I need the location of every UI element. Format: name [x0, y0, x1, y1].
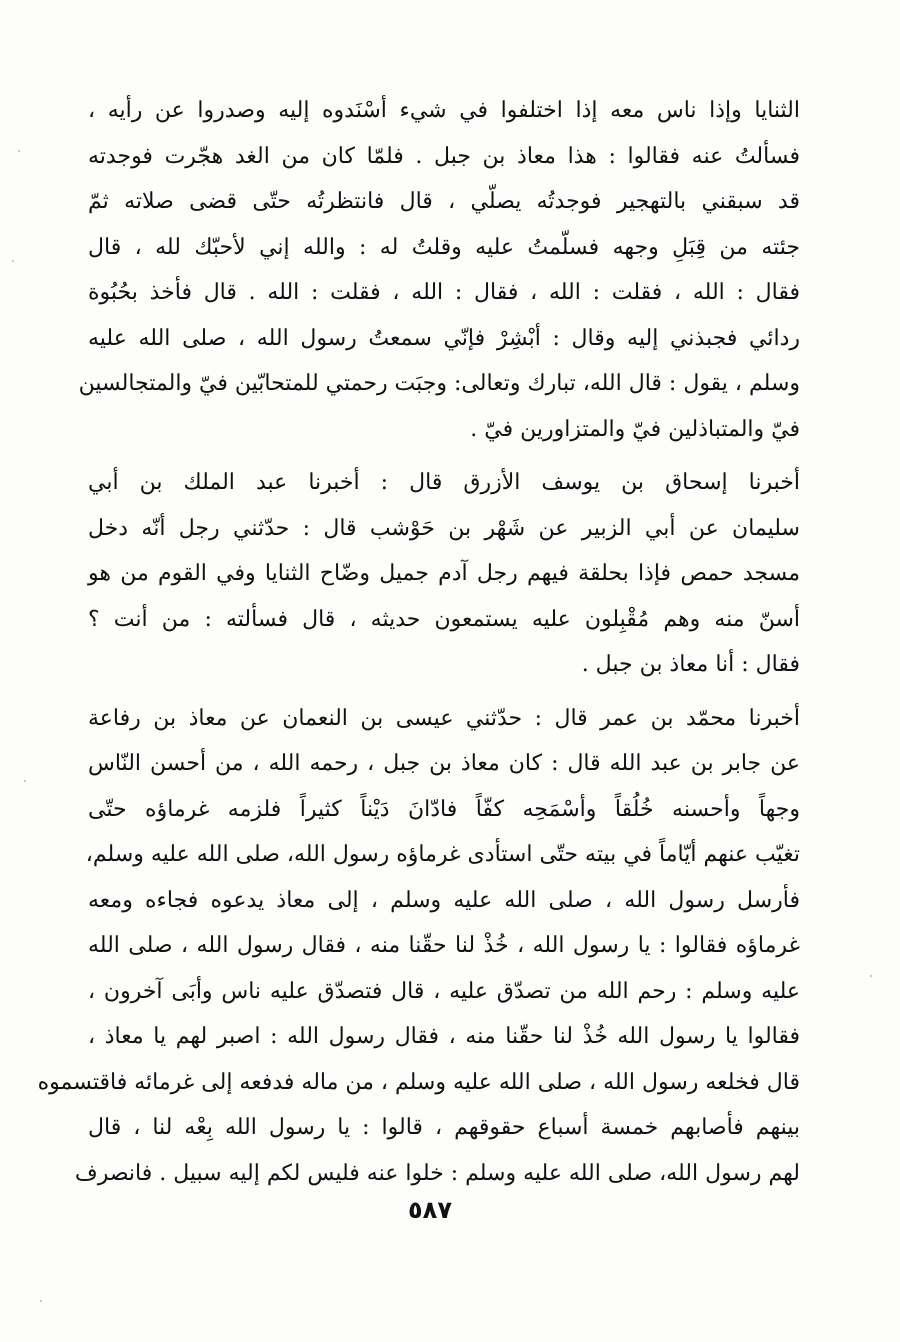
- scan-speck: [24, 780, 26, 782]
- paragraph-3: [37, 696, 801, 1197]
- text-line: وجهاً وأحسنه خُلُقاً وأسْمَحِه كفّاً فادّانَ دَيْناً كثيراً فلزمه غرماؤه حتّى: [88, 796, 800, 822]
- text-line: فسألتُ عنه فقالوا : هذا معاذ بن جبل . فلمّا كان من الغد هجّرت فوجدته: [88, 143, 800, 169]
- text-line: فقالوا يا رسول الله خُذْ لنا حقّنا منه ، فقال رسول الله : اصبر لهم يا معاذ ،: [88, 1024, 800, 1049]
- text-line: أسنّ منه وهم مُقْبِلون عليه يستمعون حديثه ، قال فسألته : من أنت ؟: [88, 606, 800, 632]
- text-line: فقال : أنا معاذ بن جبل .: [581, 652, 800, 677]
- paragraph-2: [88, 460, 800, 688]
- paragraph-1: [78, 88, 800, 452]
- text-line: أخبرنا محمّد بن عمر قال : حدّثني عيسى بن النعمان عن معاذ بن رفاعة: [88, 705, 800, 731]
- text-line: فيّ والمتباذلين فيّ والمتزاورين فيّ .: [470, 416, 800, 442]
- text-line: بينهم فأصابهم خمسة أسباع حقوقهم ، قالوا : يا رسول الله بِعْه لنا ، قال: [88, 1115, 800, 1140]
- text-line: عليه وسلم : رحم الله من تصدّق عليه ، قال فتصدّق عليه ناس وأبَى آخرون ،: [88, 978, 800, 1004]
- text-line: مسجد حمص فإذا بحلقة فيهم رجل آدم جميل وضّاح الثنايا وفي القوم من هو: [88, 561, 800, 586]
- text-line: أخبرنا إسحاق بن يوسف الأزرق قال : أخبرنا عبد الملك بن أبي: [88, 470, 800, 495]
- text-line: قال فخلعه رسول الله ، صلى الله عليه وسلم ، من ماله فدفعه إلى غرمائه فاقتسموه: [37, 1069, 800, 1095]
- text-line: غرماؤه فقالوا : يا رسول الله ، خُذْ لنا حقّنا منه ، فقال رسول الله ، صلى الله: [88, 933, 801, 958]
- text-line: وسلم ، يقول : قال الله، تبارك وتعالى: وجبَت رحمتي للمتحابّين فيّ والمتجالسين: [78, 371, 800, 396]
- page-number: ٥٨٧: [408, 1196, 452, 1224]
- text-line: لهم رسول الله، صلى الله عليه وسلم : خلوا عنه فليس لكم إليه سبيل . فانصرف: [74, 1160, 800, 1186]
- scan-speck: [40, 1300, 42, 1302]
- text-line: سليمان عن أبي الزبير عن شَهْر بن حَوْشب قال : حدّثني رجل أنّه دخل: [88, 515, 800, 541]
- text-line: فأرسل رسول الله ، صلى الله عليه وسلم ، إلى معاذ يدعوه فجاءه ومعه: [88, 887, 800, 913]
- body-text: [37, 88, 801, 1196]
- text-line: ردائي فجبذني إليه وقال : أبْشِرْ فإنّي سمعتُ رسول الله ، صلى الله عليه: [88, 325, 800, 351]
- text-line: جئته من قِبَلِ وجهه فسلّمتُ عليه وقلتُ له : والله إني لأحبّك لله ، قال: [88, 234, 800, 260]
- text-line: فقال : الله ، فقلت : الله ، فقال : الله ، فقلت : الله . قال فأخذ بحُبُوة: [88, 280, 800, 305]
- text-line: الثنايا وإذا ناس معه إذا اختلفوا في شيء أسْنَدوه إليه وصدروا عن رأيه ،: [88, 98, 800, 123]
- scan-speck: [12, 260, 14, 262]
- scan-speck: [18, 150, 20, 152]
- text-line: قد سبقني بالتهجير فوجدتُه يصلّي ، قال فانتظرتُه حتّى قضى صلاته ثمّ: [88, 189, 800, 214]
- text-line: تغيّب عنهم أيّاماً في بيته حتّى استأدى غرماؤه رسول الله، صلى الله عليه وسلم،: [85, 842, 800, 867]
- text-line: عن جابر بن عبد الله قال : كان معاذ بن جبل ، رحمه الله ، من أحسن النّاس: [88, 751, 800, 776]
- scan-speck: [870, 975, 872, 977]
